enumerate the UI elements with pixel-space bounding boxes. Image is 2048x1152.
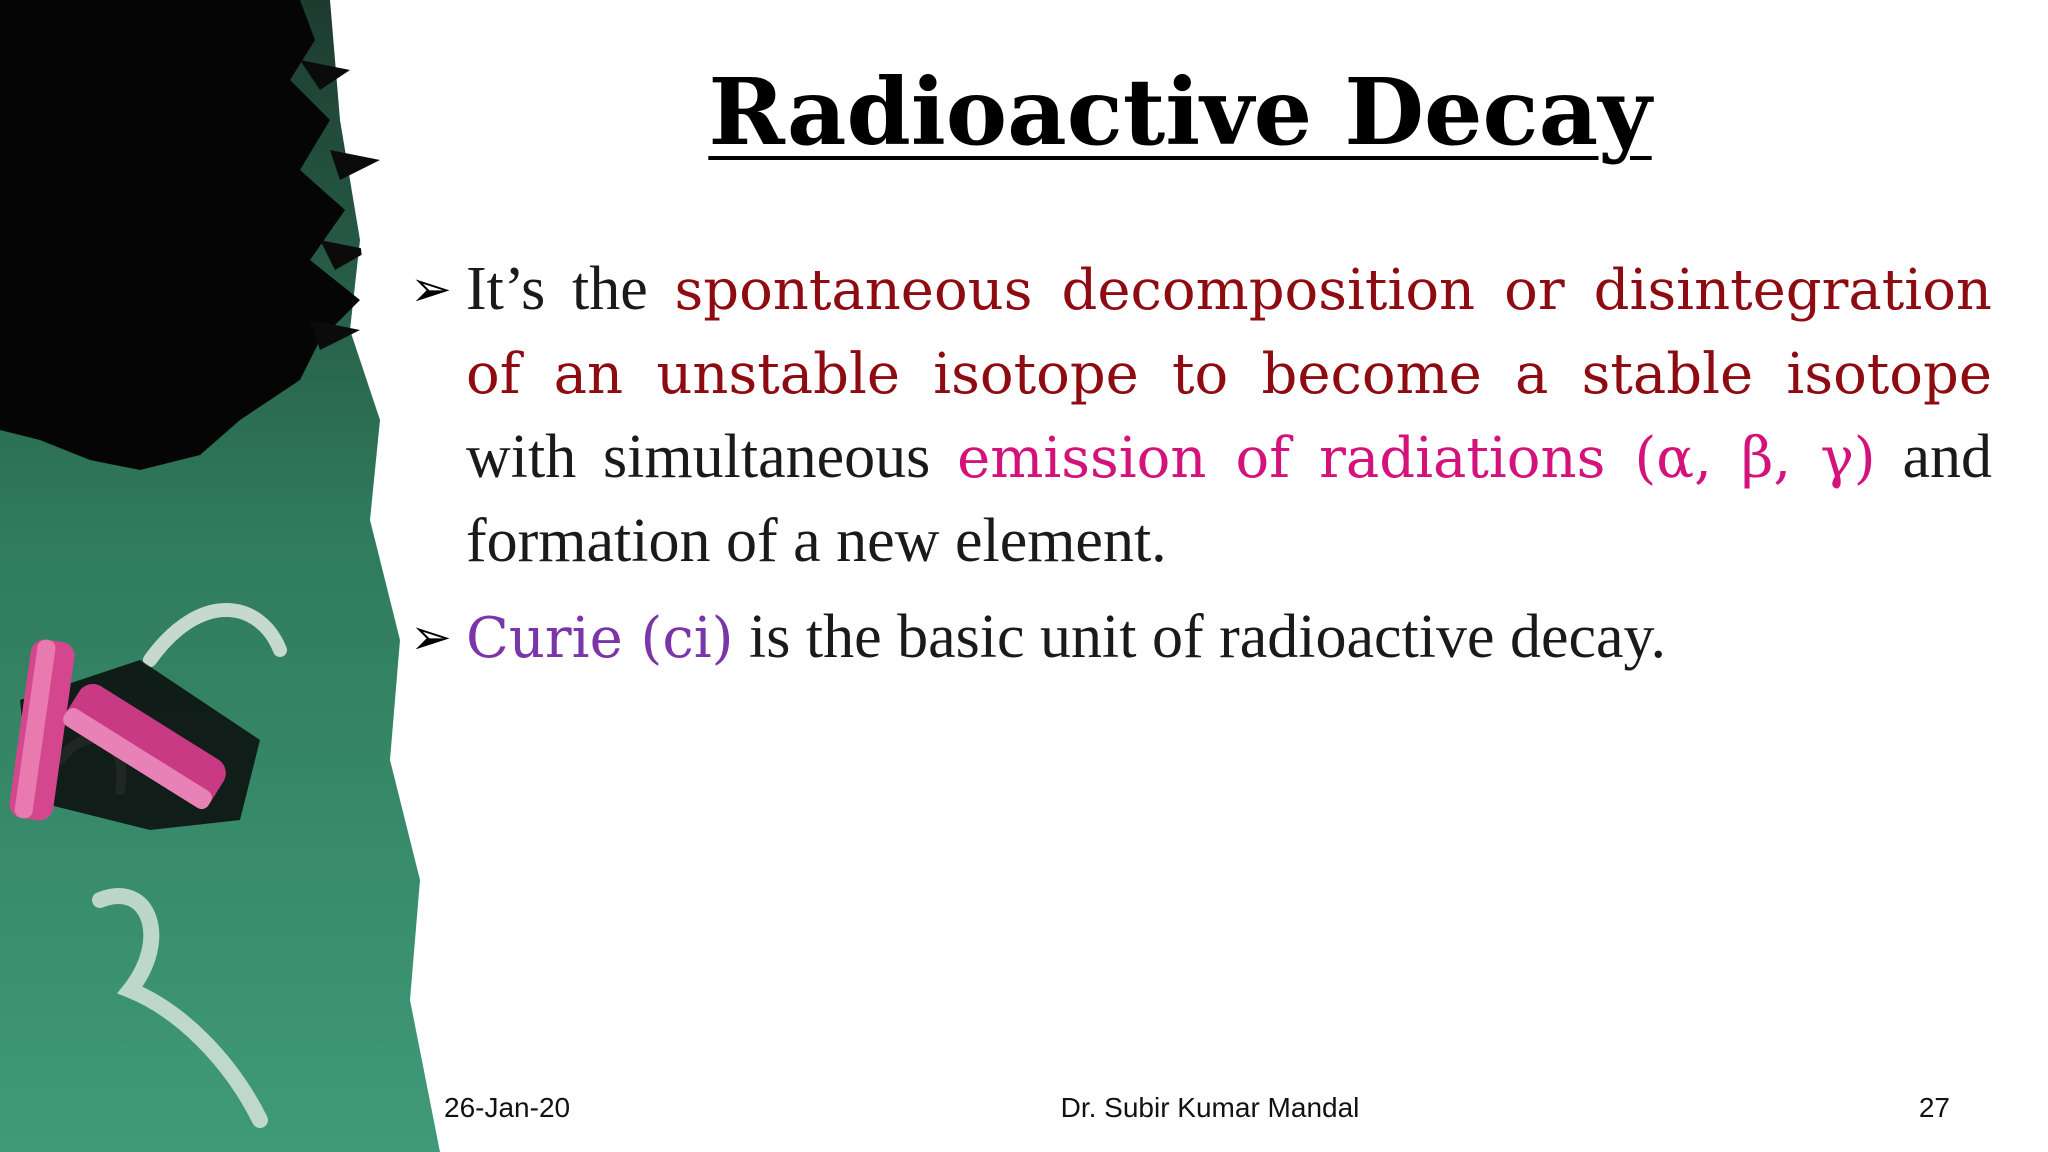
bullet-list — [410, 248, 1992, 694]
bullet-text: It’s the — [466, 255, 675, 323]
slide-title-text: Radioactive Decay — [708, 58, 1652, 166]
bullet-item-definition — [410, 248, 1992, 582]
footer-author: Dr. Subir Kumar Mandal — [1060, 1092, 1360, 1123]
footer-page-number: 27 — [1918, 1092, 1950, 1123]
bullet-text: with simultaneous — [466, 423, 958, 491]
bullet-text: is the basic unit of radioactive decay. — [733, 603, 1667, 671]
highlight-definition: spontaneous decomposition or disintegration of an unstable isotope to become a stable isotope — [466, 258, 1992, 407]
highlight-emission: emission of radiations (α, β, γ) — [957, 426, 1876, 491]
slide-title — [680, 52, 1680, 172]
bullet-text: and formation of a new element. — [466, 423, 1992, 575]
bullet-item-curie — [410, 596, 1992, 680]
footer-date: 26-Jan-20 — [444, 1092, 571, 1123]
highlight-curie: Curie (ci) — [466, 606, 734, 671]
arrow-bullet-icon: ➢ — [410, 260, 452, 318]
arrow-bullet-icon: ➢ — [410, 608, 452, 666]
